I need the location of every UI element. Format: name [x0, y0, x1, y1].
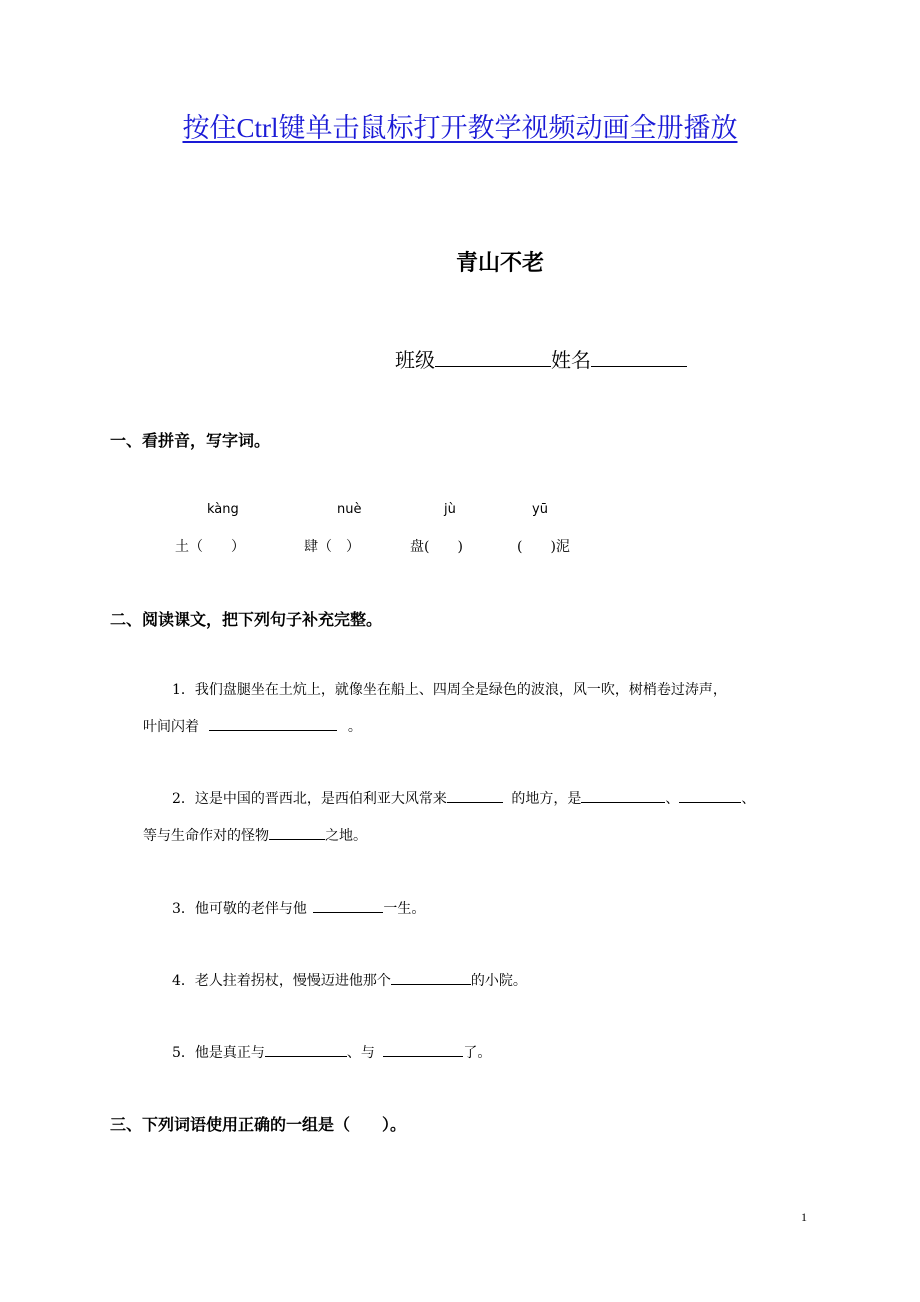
question-1-line-2 — [143, 716, 362, 736]
q3-blank[interactable] — [313, 900, 383, 913]
q5-text-b: 、与 — [346, 1045, 375, 1061]
class-label: 班级 — [395, 348, 435, 372]
question-4 — [172, 970, 527, 990]
name-label: 姓名 — [551, 348, 591, 372]
q5-text-c: 了。 — [463, 1045, 492, 1061]
q4-blank[interactable] — [391, 972, 471, 985]
q2-text-d: 、 — [741, 791, 756, 807]
name-blank[interactable] — [591, 348, 687, 367]
section1-heading: 一、看拼音，写字词。 — [110, 431, 271, 450]
q5-blank-2[interactable] — [383, 1044, 463, 1057]
q1-text-a: 叶间闪着 — [143, 719, 199, 735]
section3-heading: 三、下列词语使用正确的一组是（ ）。 — [110, 1115, 407, 1134]
q4-text-b: 的小院。 — [470, 973, 527, 989]
question-2-line-2 — [143, 825, 367, 845]
word-blank-2[interactable]: 肆（ ） — [304, 539, 360, 555]
q2-text-line2-a: 等与生命作对的怪物 — [143, 828, 269, 844]
question-3 — [172, 898, 425, 918]
q3-text-a: 3．他可敬的老伴与他 — [172, 901, 307, 917]
q5-blank-1[interactable] — [265, 1044, 347, 1057]
q2-text-c: 、 — [665, 791, 680, 807]
question-2-line-1 — [172, 788, 755, 808]
q2-blank-3[interactable] — [679, 790, 741, 803]
video-link[interactable]: 按住Ctrl键单击鼠标打开教学视频动画全册播放 — [182, 113, 738, 143]
q2-blank-4[interactable] — [269, 827, 325, 840]
q2-text-a: 2．这是中国的晋西北，是西伯利亚大风常来 — [172, 791, 447, 807]
class-blank[interactable] — [435, 348, 551, 367]
word-blank-4[interactable]: ( )泥 — [517, 539, 570, 555]
page-number: 1 — [801, 1210, 807, 1224]
pinyin-2: nuè — [337, 502, 362, 517]
q2-blank-2[interactable] — [581, 790, 665, 803]
class-name-line — [395, 344, 687, 373]
pinyin-4: yū — [532, 502, 548, 517]
q4-text-a: 4．老人拄着拐杖，慢慢迈进他那个 — [172, 973, 391, 989]
question-1-line-1: 1．我们盘腿坐在土炕上，就像坐在船上、四周全是绿色的波浪，风一吹，树梢卷过涛声， — [172, 682, 727, 698]
page-title: 青山不老 — [455, 250, 544, 276]
q1-blank[interactable] — [209, 718, 337, 731]
q5-text-a: 5．他是真正与 — [172, 1045, 265, 1061]
q3-text-b: 一生。 — [383, 901, 426, 917]
word-blank-1[interactable]: 土（ ） — [175, 539, 245, 555]
pinyin-3: jù — [444, 502, 456, 517]
q2-text-line2-b: 之地。 — [325, 828, 367, 844]
q1-text-b: 。 — [347, 719, 362, 735]
q2-text-b: 的地方，是 — [511, 791, 582, 807]
word-blank-3[interactable]: 盘( ) — [410, 539, 463, 555]
q2-blank-1[interactable] — [447, 790, 503, 803]
section2-heading: 二、阅读课文，把下列句子补充完整。 — [110, 610, 383, 629]
pinyin-1: kàng — [207, 502, 239, 517]
question-5 — [172, 1042, 491, 1062]
